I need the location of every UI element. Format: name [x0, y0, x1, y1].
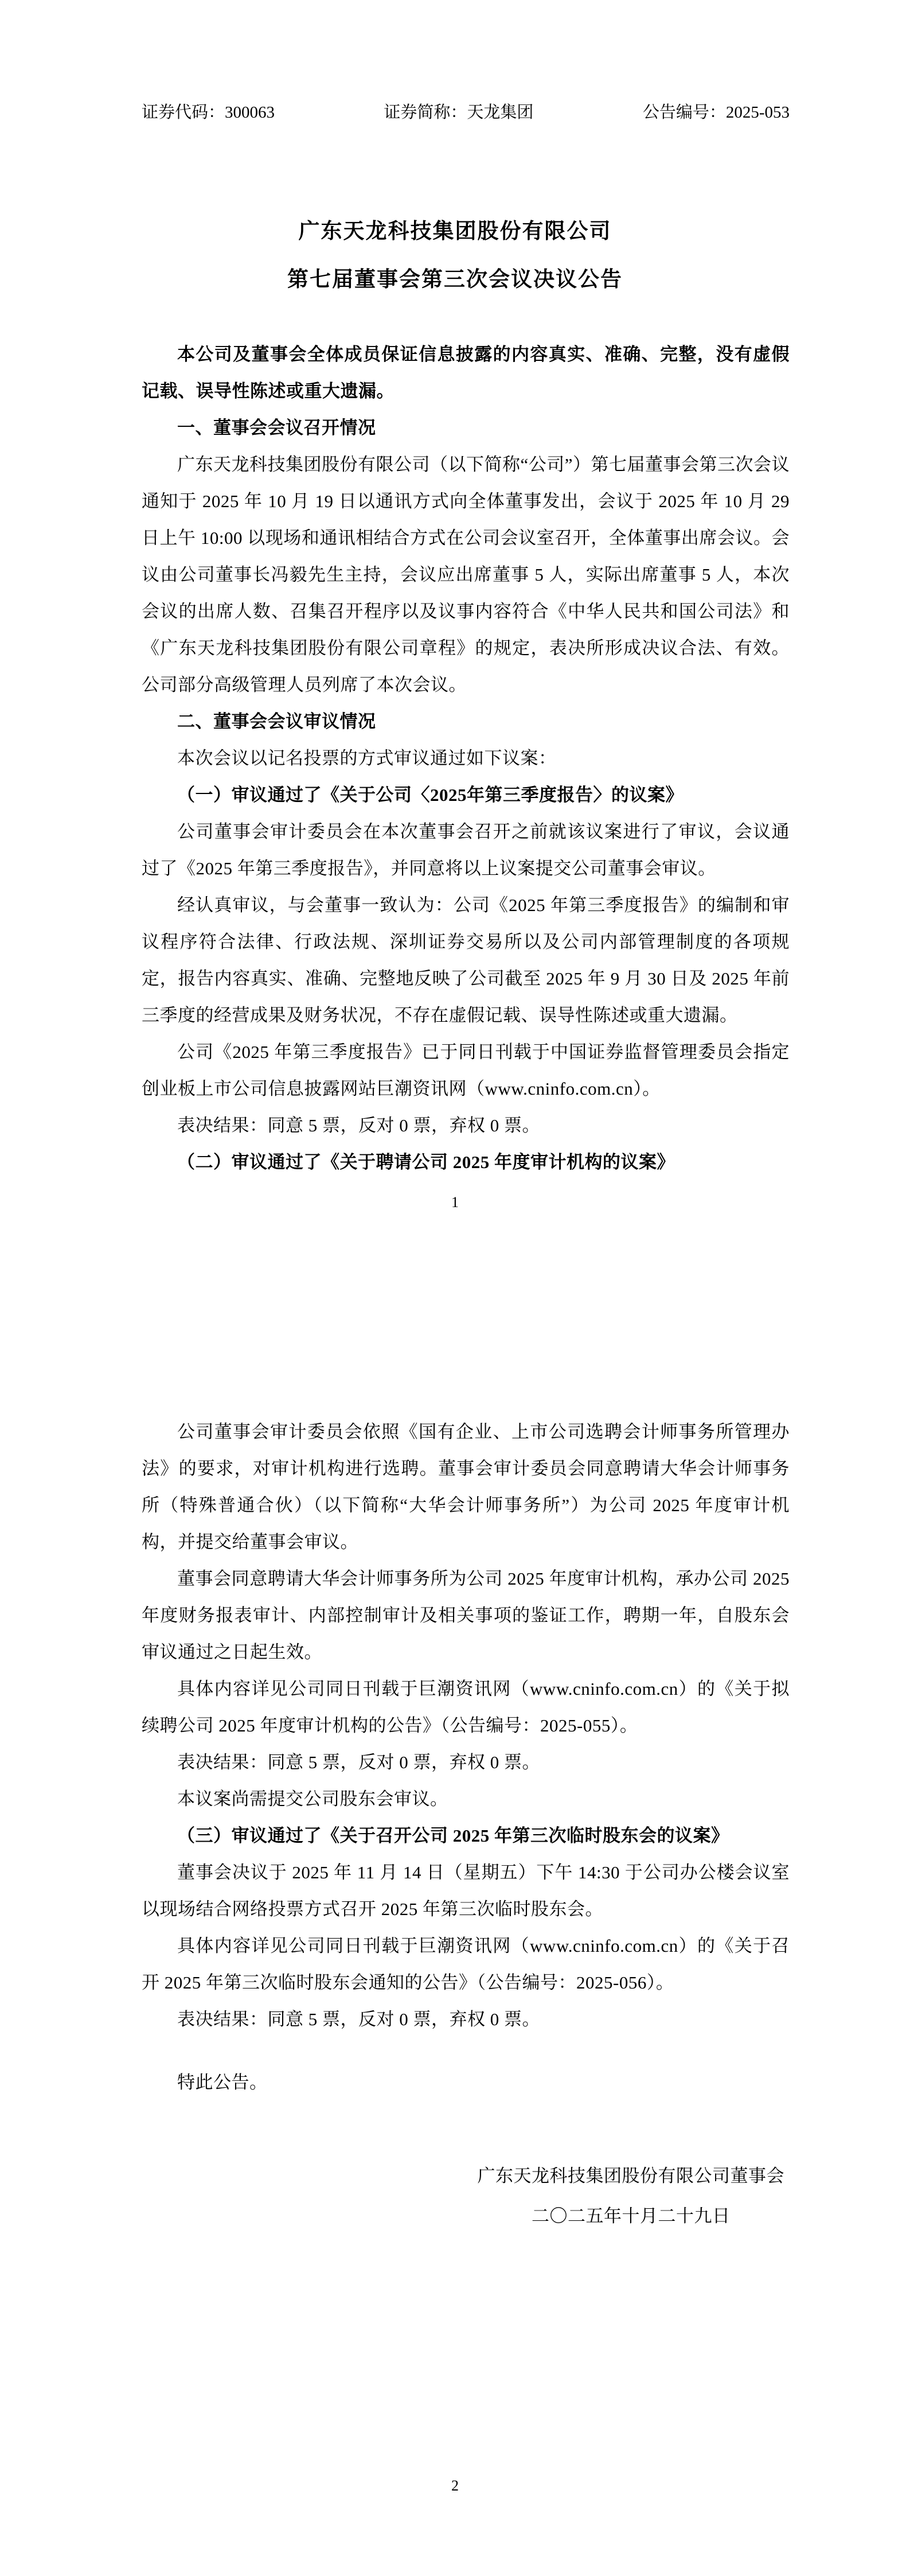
section-1-paragraph: 广东天龙科技集团股份有限公司（以下简称“公司”）第七届董事会第三次会议通知于 2025 年 10 月 19 日以通讯方式向全体董事发出，会议于 2025 年 10 月 29 日上午 10:00 以现场和通讯相结合方式在公司会议室召开，全体董事出席会议。会议由公司董事长冯毅先生主持，会议应出席董事 5 人，实际出席董事 5 人，本次会议的出席人数、召集召开程序以及议事内容符合《中华人民共和国公司法》和《广东天龙科技集团股份有限公司章程》的规定，表决所形成决议合法、有效。公司部分高级管理人员列席了本次会议。 — [142, 454, 790, 695]
item-1-heading: （一）审议通过了《关于公司〈2025年第三季度报告〉的议案》 — [177, 785, 684, 805]
item-2-vote-result: 表决结果：同意 5 票，反对 0 票，弃权 0 票。 — [177, 1752, 540, 1772]
section-2-heading: 二、董事会会议审议情况 — [177, 711, 376, 731]
closing-statement: 特此公告。 — [177, 2072, 268, 2092]
item-1-paragraph-3: 公司《2025 年第三季度报告》已于同日刊载于中国证券监督管理委员会指定创业板上市公司信息披露网站巨潮资讯网（www.cninfo.com.cn）。 — [142, 1042, 790, 1099]
signature-block — [478, 2156, 785, 2236]
signature-wrapper — [142, 2156, 790, 2236]
disclosure-notice: 本公司及董事会全体成员保证信息披露的内容真实、准确、完整，没有虚假记载、误导性陈述或重大遗漏。 — [142, 344, 790, 401]
title-line-2: 第七届董事会第三次会议决议公告 — [287, 268, 623, 291]
item-2-note: 本议案尚需提交公司股东会审议。 — [177, 1789, 448, 1809]
item-1-paragraph-1: 公司董事会审计委员会在本次董事会召开之前就该议案进行了审议，会议通过了《2025 年第三季度报告》，并同意将以上议案提交公司董事会审议。 — [142, 822, 790, 878]
signature-company: 广东天龙科技集团股份有限公司董事会 — [477, 2166, 784, 2186]
stock-name: 证券简称：天龙集团 — [384, 103, 534, 122]
item-2-paragraph-1: 公司董事会审计委员会依照《国有企业、上市公司选聘会计师事务所管理办法》的要求，对审计机构进行选聘。董事会审计委员会同意聘请大华会计师事务所（特殊普通合伙）（以下简称“大华会计师事务所”）为公司 2025 年度审计机构，并提交给董事会审议。 — [142, 1422, 790, 1552]
page-1 — [0, 0, 910, 1214]
item-2-paragraph-3: 具体内容详见公司同日刊载于巨潮资讯网（www.cninfo.com.cn）的《关于拟续聘公司 2025 年度审计机构的公告》（公告编号：2025-055）。 — [142, 1679, 790, 1736]
title-line-1: 广东天龙科技集团股份有限公司 — [298, 220, 612, 243]
page-2-body — [142, 1414, 790, 2236]
page-1-number: 1 — [451, 1194, 459, 1211]
item-3-heading: （三）审议通过了《关于召开公司 2025 年第三次临时股东会的议案》 — [177, 1826, 729, 1846]
item-2-heading: （二）审议通过了《关于聘请公司 2025 年度审计机构的议案》 — [177, 1152, 675, 1172]
signature-date: 二〇二五年十月二十九日 — [532, 2206, 731, 2226]
item-3-vote-result: 表决结果：同意 5 票，反对 0 票，弃权 0 票。 — [177, 2009, 540, 2029]
item-1-vote-result: 表决结果：同意 5 票，反对 0 票，弃权 0 票。 — [177, 1115, 540, 1135]
section-1-heading: 一、董事会会议召开情况 — [177, 418, 376, 438]
item-1-paragraph-2: 经认真审议，与会董事一致认为：公司《2025 年第三季度报告》的编制和审议程序符合法律、行政法规、深圳证券交易所以及公司内部管理制度的各项规定，报告内容真实、准确、完整地反映了公司截至 2025 年 9 月 30 日及 2025 年前三季度的经营成果及财务状况，不存在虚假记载、误导性陈述或重大遗漏。 — [142, 895, 790, 1025]
securities-header-row — [142, 0, 790, 124]
page-2 — [0, 1414, 910, 2497]
document-title — [0, 208, 910, 304]
item-3-paragraph-2: 具体内容详见公司同日刊载于巨潮资讯网（www.cninfo.com.cn）的《关于召开 2025 年第三次临时股东会通知的公告》（公告编号：2025-056）。 — [142, 1936, 790, 1993]
announcement-number: 公告编号：2025-053 — [642, 103, 790, 122]
item-3-paragraph-1: 董事会决议于 2025 年 11 月 14 日（星期五）下午 14:30 于公司办公楼会议室以现场结合网络投票方式召开 2025 年第三次临时股东会。 — [142, 1862, 790, 1919]
page-1-body — [142, 336, 790, 1181]
section-2-intro: 本次会议以记名投票的方式审议通过如下议案： — [177, 748, 557, 768]
stock-code: 证券代码：300063 — [142, 103, 275, 122]
item-2-paragraph-2: 董事会同意聘请大华会计师事务所为公司 2025 年度审计机构，承办公司 2025 年度财务报表审计、内部控制审计及相关事项的鉴证工作，聘期一年，自股东会审议通过之日起生效。 — [142, 1569, 790, 1662]
page-2-number: 2 — [451, 2477, 459, 2494]
